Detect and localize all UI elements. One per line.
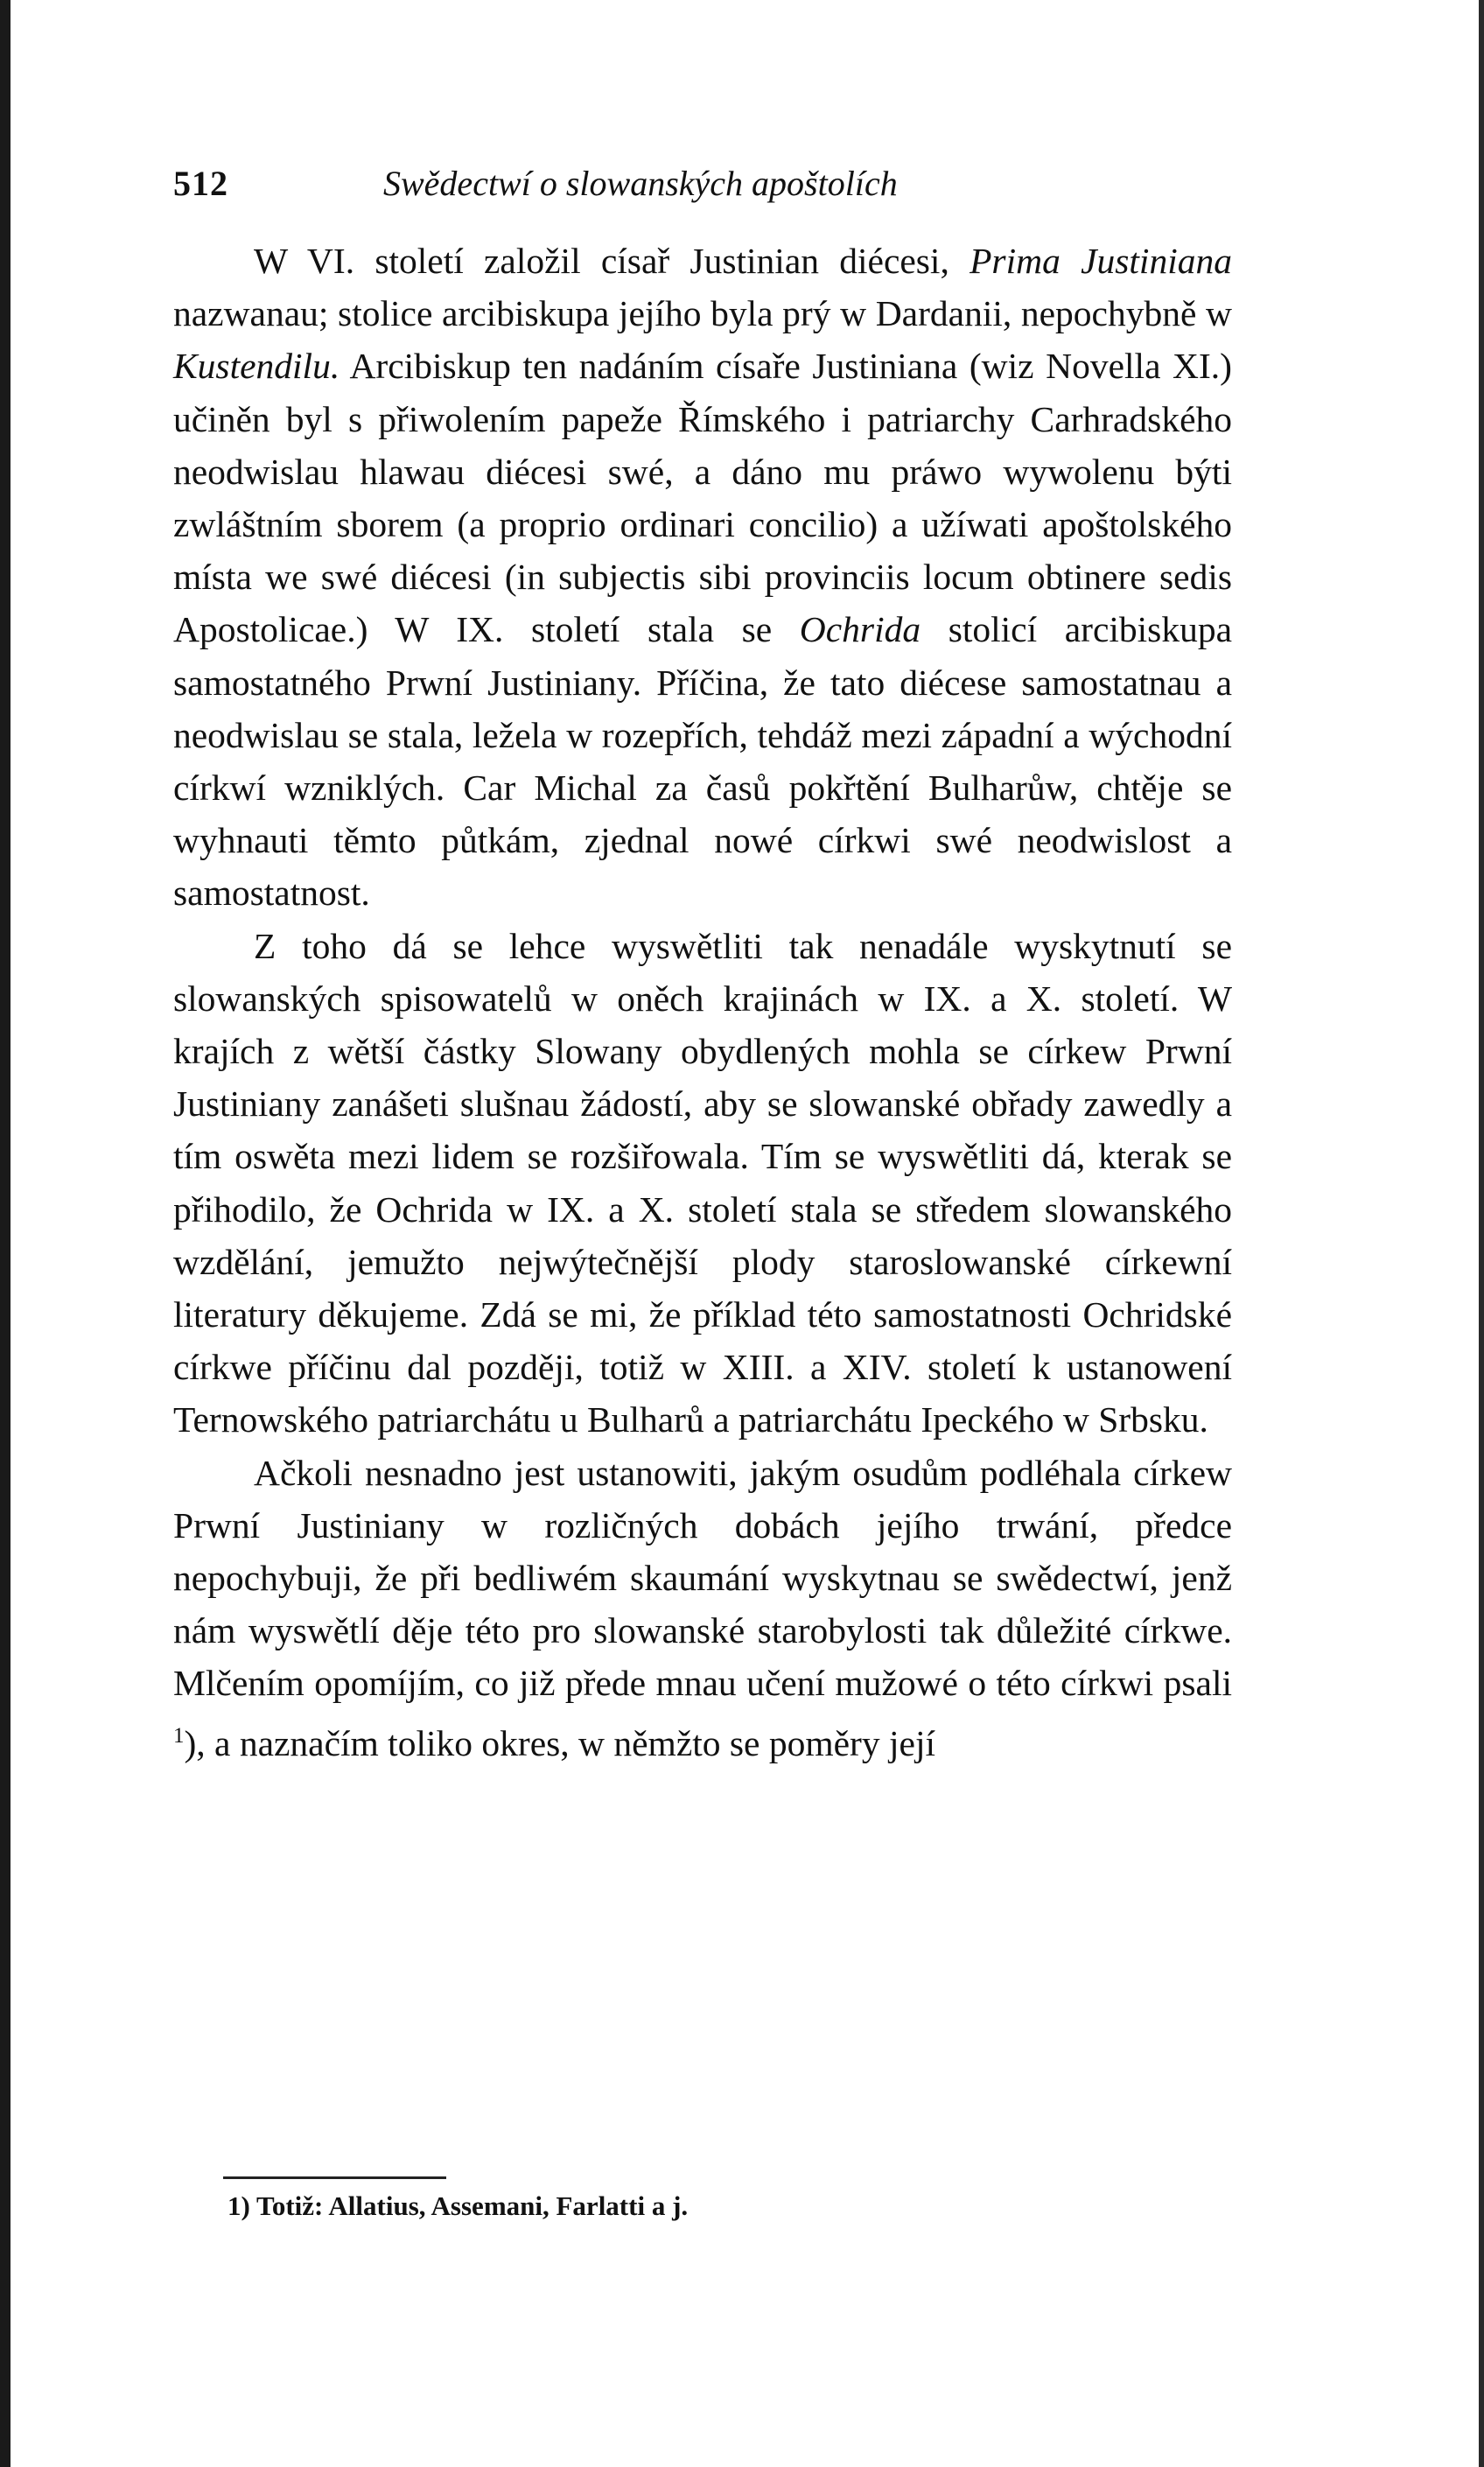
footnote: 1) Totiž: Allatius, Assemani, Farlatti a j.: [228, 2190, 689, 2221]
footnote-marker: 1: [173, 1723, 185, 1748]
text-run: Ačkoli nesnadno jest ustanowiti, jakým osudům podléhala církew Prwní Justiniany w rozličných dobách jejího trwání, předce nepochybuji, že při bedliwém skaumání wyskytnau se swědectwí, jenž nám wyswětlí děje této pro slowanské starobylosti tak důležité církwe. Mlčením opomíjím, co již přede mnau učení mužowé o této církwi psali: [173, 1452, 1232, 1704]
running-title: Swědectwí o slowanských apoštolích: [383, 164, 898, 203]
paragraph-3: [173, 1447, 1232, 1770]
page-number: 512: [173, 164, 228, 203]
italic-text: Prima Justiniana: [970, 241, 1232, 281]
text-run: Z toho dá se lehce wyswětliti tak nenadále wyskytnutí se slowanských spisowatelů w oněch krajinách w IX. a X. století. W krajích z wětší částky Slowany obydlených mohla se církew Prwní Justiniany zanášeti slušnau žádostí, aby se slowanské obřady zawedly a tím oswěta mezi lidem se rozšiřowala. Tím se wyswětliti dá, kterak se přihodilo, že Ochrida w IX. a X. století stala se středem slowanského wzdělání, jemužto nejwýtečnější plody staroslowanské církewní literatury děkujeme. Zdá se mi, že příklad této samostatnosti Ochridské církwe příčinu dal později, totiž w XIII. a XIV. století k ustanowení Ternowského patriarchátu u Bulharů a patriarchátu Ipeckého w Srbsku.: [173, 925, 1232, 1440]
page-header: [173, 163, 1232, 215]
text-run: W VI. století založil císař Justinian diécesi,: [254, 241, 970, 281]
body-text: [173, 235, 1232, 1770]
italic-text: Ochrida: [799, 609, 921, 650]
paragraph-1: [173, 235, 1232, 920]
footnote-divider: [223, 2176, 446, 2179]
paragraph-2: [173, 920, 1232, 1447]
text-run: stolicí arcibiskupa samostatného Prwní Justiniany. Příčina, že tato diécese samostatnau a neodwislau se stala, ležela w rozepřích, tehdáž mezi západní a wýchodní církwí wzniklých. Car Michal za časů pokřtění Bulharůw, chtěje se wyhnauti těmto půtkám, zjednal nowé církwi swé neodwislost a samostatnost.: [173, 609, 1232, 914]
text-run: ), a naznačím toliko okres, w němžto se poměry její: [184, 1722, 936, 1763]
italic-text: Kustendilu.: [173, 346, 340, 387]
text-run: nazwanau; stolice arcibiskupa jejího byla prý w Dardanii, nepochybně w: [173, 293, 1232, 334]
scan-right-edge: [1479, 0, 1484, 2467]
scan-left-edge: [0, 0, 10, 2467]
text-run: Arcibiskup ten nadáním císaře Justiniana (wiz Novella XI.) učiněn byl s přiwolením papeže Římského i patriarchy Carhradského neodwislau hlawau diécesi swé, a dáno mu práwo wywolenu býti zwláštním sborem (a proprio ordinari concilio) a užíwati apoštolského místa we swé diécesi (in subjectis sibi provinciis locum obtinere sedis Apostolicae.) W IX. století stala se: [173, 346, 1232, 650]
